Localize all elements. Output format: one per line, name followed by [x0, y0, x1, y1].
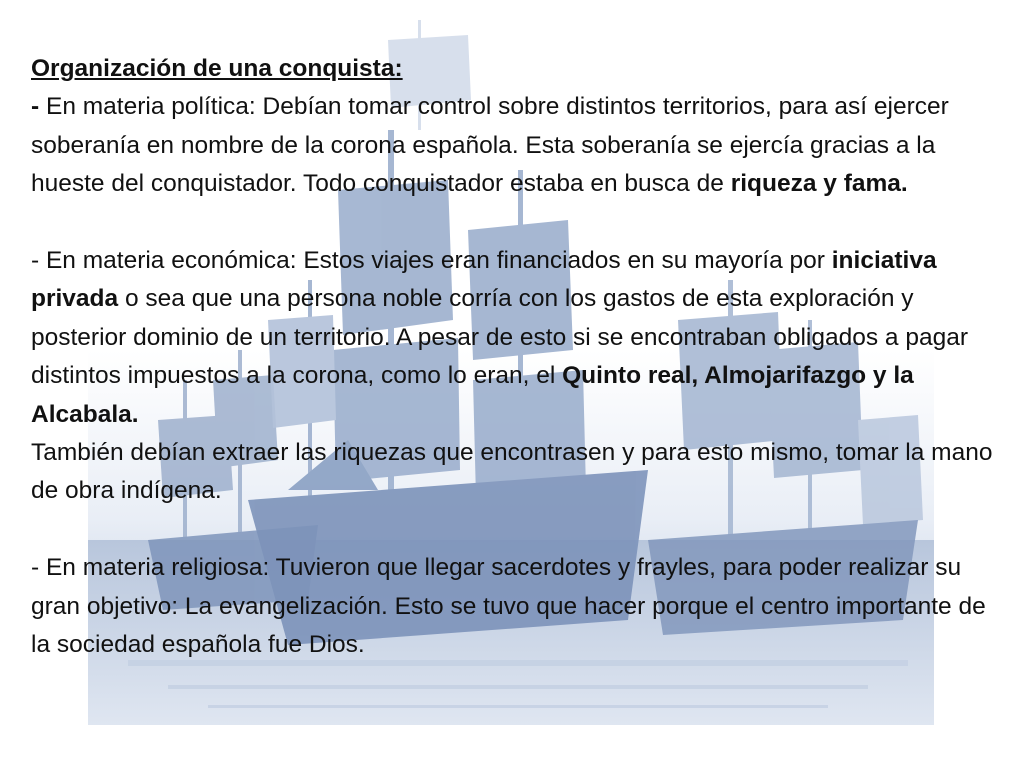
economic-highlight-2: Quinto real, Almojarifazgo y la Alcabala. — [31, 362, 914, 428]
economic-paragraph-continued — [31, 434, 996, 511]
economic-highlight-1: iniciativa privada — [31, 247, 937, 313]
political-highlight: riqueza y fama. — [730, 170, 908, 198]
political-text: En materia política: Debían tomar control sobre distintos territorios, para así ejercer soberanía en nombre de la corona española. Esta soberanía se ejercía gracias a la hueste del conquistador. Todo conquistador estaba en busca de — [31, 93, 949, 198]
spacer — [31, 204, 996, 242]
religious-paragraph — [31, 549, 996, 664]
slide-body — [31, 50, 996, 664]
political-paragraph — [31, 88, 996, 203]
political-dash: - — [31, 93, 40, 121]
economic-text-1: - En materia económica: Estos viajes eran financiados en su mayoría por — [31, 247, 832, 275]
economic-text-3: También debían extraer las riquezas que encontrasen y para esto mismo, tomar la mano de obra indígena. — [31, 439, 993, 505]
title-text: Organización de una conquista: — [31, 55, 403, 82]
slide-title — [31, 50, 996, 88]
spacer — [31, 511, 996, 549]
economic-paragraph — [31, 242, 996, 434]
economic-text-2: o sea que una persona noble corría con los gastos de esta exploración y posterior dominio de un territorio. A pesar de esto si se encontraban obligados a pagar distintos impuestos a la corona, como lo eran, el — [31, 285, 969, 390]
religious-text: - En materia religiosa: Tuvieron que llegar sacerdotes y frayles, para poder realizar su gran objetivo: La evangelización. Esto se tuvo que hacer porque el centro importante de la sociedad española fue Dios. — [31, 554, 986, 659]
